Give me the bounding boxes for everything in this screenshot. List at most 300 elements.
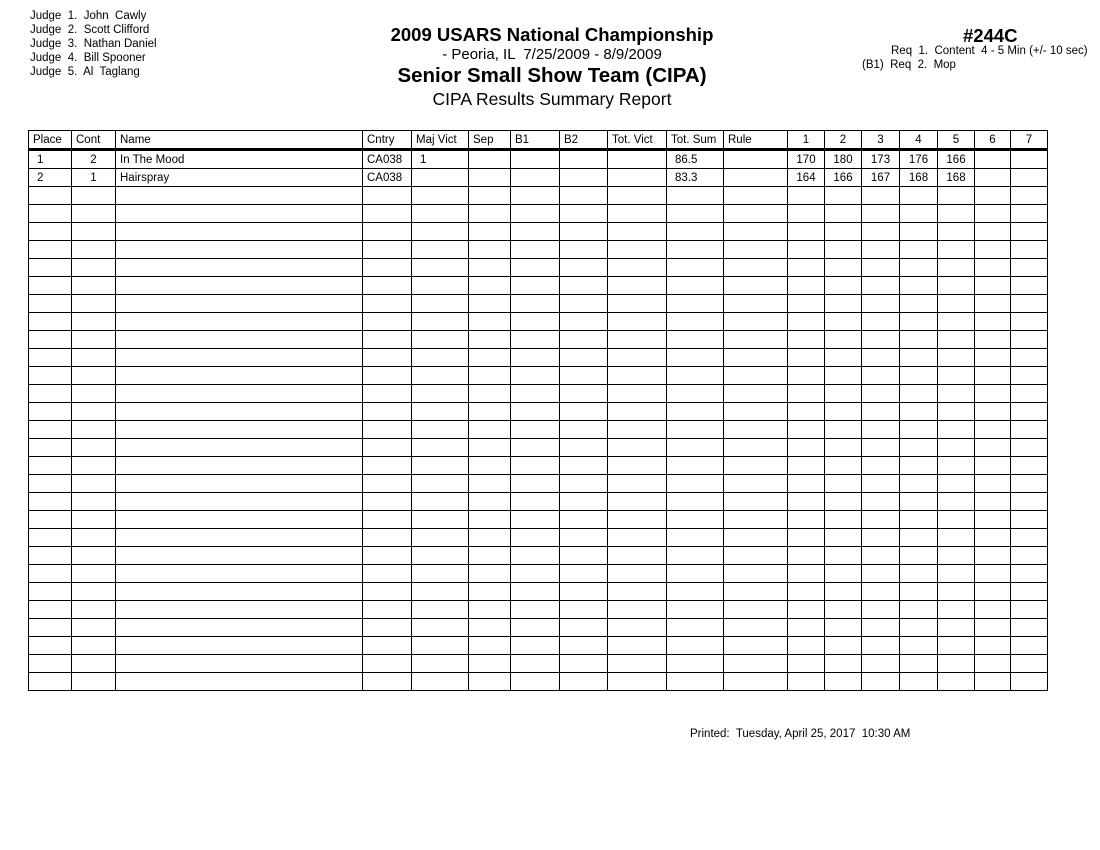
empty-cell [900, 367, 938, 385]
empty-cell [72, 529, 116, 547]
requirements [862, 44, 1088, 72]
empty-cell [862, 529, 900, 547]
empty-cell [363, 277, 412, 295]
table-row-empty [29, 439, 1048, 457]
empty-cell [825, 277, 862, 295]
empty-cell [116, 457, 363, 475]
empty-cell [1011, 205, 1048, 223]
empty-cell [1011, 277, 1048, 295]
cell-maj-vict: 1 [412, 150, 469, 169]
empty-cell [825, 259, 862, 277]
empty-cell [29, 349, 72, 367]
empty-cell [412, 439, 469, 457]
empty-cell [825, 565, 862, 583]
empty-cell [724, 241, 788, 259]
col-judge-1: 1 [788, 131, 825, 150]
empty-cell [900, 655, 938, 673]
empty-cell [1011, 511, 1048, 529]
cell-sep [469, 169, 511, 187]
empty-cell [363, 637, 412, 655]
empty-cell [900, 331, 938, 349]
empty-cell [938, 241, 975, 259]
empty-cell [788, 385, 825, 403]
empty-cell [900, 223, 938, 241]
empty-cell [1011, 331, 1048, 349]
empty-cell [825, 637, 862, 655]
empty-cell [116, 241, 363, 259]
empty-cell [72, 349, 116, 367]
col-judge-5: 5 [938, 131, 975, 150]
requirement-1: Req 1. Content 4 - 5 Min (+/- 10 sec) [891, 45, 1088, 57]
empty-cell [29, 619, 72, 637]
empty-cell [667, 511, 724, 529]
empty-cell [560, 367, 608, 385]
empty-cell [724, 439, 788, 457]
empty-cell [975, 529, 1011, 547]
empty-cell [724, 583, 788, 601]
empty-cell [608, 313, 667, 331]
empty-cell [560, 475, 608, 493]
empty-cell [560, 313, 608, 331]
empty-cell [862, 601, 900, 619]
empty-cell [29, 223, 72, 241]
empty-cell [724, 601, 788, 619]
empty-cell [608, 421, 667, 439]
empty-cell [667, 493, 724, 511]
empty-cell [116, 583, 363, 601]
empty-cell [608, 223, 667, 241]
table-row-empty [29, 673, 1048, 691]
empty-cell [116, 619, 363, 637]
empty-cell [608, 457, 667, 475]
empty-cell [511, 493, 560, 511]
empty-cell [469, 583, 511, 601]
cell-place: 1 [29, 150, 72, 169]
empty-cell [29, 421, 72, 439]
empty-cell [469, 673, 511, 691]
cell-judge-4: 176 [900, 150, 938, 169]
empty-cell [116, 529, 363, 547]
empty-cell [1011, 367, 1048, 385]
empty-cell [116, 367, 363, 385]
empty-cell [469, 277, 511, 295]
table-row-empty [29, 475, 1048, 493]
cell-judge-7 [1011, 150, 1048, 169]
empty-cell [72, 403, 116, 421]
empty-cell [412, 547, 469, 565]
empty-cell [116, 601, 363, 619]
empty-cell [900, 601, 938, 619]
empty-cell [560, 655, 608, 673]
empty-cell [825, 403, 862, 421]
empty-cell [1011, 493, 1048, 511]
empty-cell [608, 493, 667, 511]
report-title: CIPA Results Summary Report [432, 89, 672, 109]
empty-cell [825, 313, 862, 331]
empty-cell [412, 511, 469, 529]
empty-cell [412, 241, 469, 259]
empty-cell [469, 259, 511, 277]
empty-cell [116, 313, 363, 331]
empty-cell [511, 565, 560, 583]
empty-cell [469, 421, 511, 439]
col-name: Name [116, 131, 363, 150]
empty-cell [900, 475, 938, 493]
empty-cell [560, 601, 608, 619]
empty-cell [560, 349, 608, 367]
empty-cell [1011, 619, 1048, 637]
empty-cell [825, 241, 862, 259]
empty-cell [788, 583, 825, 601]
empty-cell [825, 223, 862, 241]
empty-cell [412, 259, 469, 277]
empty-cell [469, 205, 511, 223]
table-row-empty [29, 367, 1048, 385]
empty-cell [938, 403, 975, 421]
empty-cell [560, 385, 608, 403]
empty-cell [72, 259, 116, 277]
empty-cell [1011, 673, 1048, 691]
empty-cell [667, 295, 724, 313]
empty-cell [363, 529, 412, 547]
empty-cell [1011, 583, 1048, 601]
empty-cell [29, 313, 72, 331]
empty-cell [412, 313, 469, 331]
empty-cell [825, 673, 862, 691]
cell-tot-vict [608, 169, 667, 187]
empty-cell [667, 601, 724, 619]
empty-cell [788, 205, 825, 223]
empty-cell [116, 223, 363, 241]
empty-cell [469, 331, 511, 349]
empty-cell [608, 475, 667, 493]
empty-cell [975, 439, 1011, 457]
empty-cell [900, 511, 938, 529]
empty-cell [412, 565, 469, 583]
empty-cell [412, 673, 469, 691]
empty-cell [825, 511, 862, 529]
cell-judge-6 [975, 150, 1011, 169]
empty-cell [825, 187, 862, 205]
table-row-empty [29, 547, 1048, 565]
empty-cell [900, 313, 938, 331]
cell-judge-5: 166 [938, 150, 975, 169]
empty-cell [608, 277, 667, 295]
empty-cell [412, 529, 469, 547]
empty-cell [511, 205, 560, 223]
empty-cell [511, 241, 560, 259]
table-row-empty [29, 187, 1048, 205]
empty-cell [363, 583, 412, 601]
empty-cell [469, 565, 511, 583]
empty-cell [975, 637, 1011, 655]
empty-cell [72, 205, 116, 223]
empty-cell [116, 673, 363, 691]
empty-cell [412, 601, 469, 619]
results-table [28, 130, 1048, 691]
empty-cell [938, 349, 975, 367]
empty-cell [724, 205, 788, 223]
empty-cell [72, 457, 116, 475]
empty-cell [667, 529, 724, 547]
empty-cell [788, 295, 825, 313]
cell-judge-6 [975, 169, 1011, 187]
empty-cell [412, 403, 469, 421]
empty-cell [72, 295, 116, 313]
empty-cell [724, 349, 788, 367]
empty-cell [900, 457, 938, 475]
empty-cell [412, 187, 469, 205]
empty-cell [511, 655, 560, 673]
cell-judge-5: 168 [938, 169, 975, 187]
event-code: #244C [963, 25, 1018, 46]
empty-cell [1011, 421, 1048, 439]
table-row-empty [29, 295, 1048, 313]
empty-cell [862, 547, 900, 565]
empty-cell [1011, 655, 1048, 673]
empty-cell [975, 403, 1011, 421]
empty-cell [116, 295, 363, 313]
empty-cell [72, 601, 116, 619]
empty-cell [72, 223, 116, 241]
empty-cell [363, 493, 412, 511]
col-place: Place [29, 131, 72, 150]
empty-cell [1011, 259, 1048, 277]
empty-cell [788, 673, 825, 691]
empty-cell [900, 493, 938, 511]
empty-cell [724, 421, 788, 439]
empty-cell [788, 349, 825, 367]
empty-cell [469, 295, 511, 313]
cell-tot-vict [608, 150, 667, 169]
empty-cell [363, 421, 412, 439]
empty-cell [788, 637, 825, 655]
empty-cell [29, 457, 72, 475]
empty-cell [412, 295, 469, 313]
empty-cell [938, 655, 975, 673]
empty-cell [788, 421, 825, 439]
empty-cell [469, 475, 511, 493]
empty-cell [412, 277, 469, 295]
empty-cell [724, 673, 788, 691]
empty-cell [116, 403, 363, 421]
empty-cell [788, 619, 825, 637]
table-row-empty [29, 313, 1048, 331]
cell-judge-2: 180 [825, 150, 862, 169]
empty-cell [469, 349, 511, 367]
empty-cell [862, 223, 900, 241]
table-row-empty [29, 619, 1048, 637]
empty-cell [469, 385, 511, 403]
empty-cell [938, 439, 975, 457]
empty-cell [900, 403, 938, 421]
cell-place: 2 [29, 169, 72, 187]
empty-cell [560, 547, 608, 565]
empty-cell [975, 295, 1011, 313]
empty-cell [608, 601, 667, 619]
empty-cell [667, 619, 724, 637]
table-row-empty [29, 457, 1048, 475]
empty-cell [975, 583, 1011, 601]
judges-list [30, 9, 157, 79]
empty-cell [363, 511, 412, 529]
empty-cell [667, 241, 724, 259]
empty-cell [975, 601, 1011, 619]
empty-cell [724, 277, 788, 295]
empty-cell [788, 331, 825, 349]
empty-cell [667, 205, 724, 223]
cell-maj-vict [412, 169, 469, 187]
empty-cell [29, 493, 72, 511]
empty-cell [560, 529, 608, 547]
empty-cell [608, 439, 667, 457]
cell-judge-2: 166 [825, 169, 862, 187]
empty-cell [469, 529, 511, 547]
empty-cell [724, 223, 788, 241]
empty-cell [560, 223, 608, 241]
empty-cell [1011, 457, 1048, 475]
empty-cell [608, 637, 667, 655]
col-cntry: Cntry [363, 131, 412, 150]
empty-cell [862, 241, 900, 259]
empty-cell [1011, 223, 1048, 241]
empty-cell [608, 385, 667, 403]
col-judge-6: 6 [975, 131, 1011, 150]
empty-cell [975, 565, 1011, 583]
empty-cell [788, 187, 825, 205]
printed-timestamp: Printed: Tuesday, April 25, 2017 10:30 AM [690, 728, 911, 740]
empty-cell [412, 385, 469, 403]
empty-cell [788, 439, 825, 457]
empty-cell [938, 259, 975, 277]
empty-cell [29, 277, 72, 295]
empty-cell [862, 673, 900, 691]
empty-cell [363, 313, 412, 331]
empty-cell [1011, 529, 1048, 547]
table-row-empty [29, 259, 1048, 277]
empty-cell [363, 385, 412, 403]
empty-cell [469, 601, 511, 619]
cell-rule [724, 150, 788, 169]
empty-cell [511, 331, 560, 349]
empty-cell [560, 205, 608, 223]
empty-cell [29, 331, 72, 349]
empty-cell [72, 637, 116, 655]
empty-cell [1011, 241, 1048, 259]
empty-cell [900, 619, 938, 637]
empty-cell [862, 565, 900, 583]
table-row-empty [29, 655, 1048, 673]
judge-5: Judge 5. Al Taglang [30, 66, 140, 78]
empty-cell [938, 601, 975, 619]
empty-cell [116, 205, 363, 223]
empty-cell [412, 637, 469, 655]
cell-judge-3: 173 [862, 150, 900, 169]
empty-cell [511, 673, 560, 691]
empty-cell [469, 619, 511, 637]
empty-cell [560, 439, 608, 457]
empty-cell [1011, 187, 1048, 205]
requirement-2: (B1) Req 2. Mop [862, 59, 956, 71]
empty-cell [469, 403, 511, 421]
empty-cell [72, 367, 116, 385]
empty-cell [667, 313, 724, 331]
empty-cell [862, 313, 900, 331]
empty-cell [560, 277, 608, 295]
empty-cell [667, 421, 724, 439]
empty-cell [724, 295, 788, 313]
empty-cell [667, 187, 724, 205]
empty-cell [788, 493, 825, 511]
empty-cell [560, 619, 608, 637]
empty-cell [900, 187, 938, 205]
empty-cell [862, 583, 900, 601]
cell-b2 [560, 169, 608, 187]
empty-cell [938, 511, 975, 529]
empty-cell [363, 259, 412, 277]
empty-cell [511, 313, 560, 331]
empty-cell [938, 529, 975, 547]
empty-cell [825, 349, 862, 367]
empty-cell [724, 259, 788, 277]
empty-cell [29, 205, 72, 223]
cell-cntry: CA038 [363, 169, 412, 187]
empty-cell [469, 511, 511, 529]
empty-cell [560, 187, 608, 205]
empty-cell [724, 457, 788, 475]
empty-cell [667, 637, 724, 655]
empty-cell [72, 655, 116, 673]
table-row-empty [29, 241, 1048, 259]
empty-cell [72, 439, 116, 457]
empty-cell [511, 367, 560, 385]
col-b2: B2 [560, 131, 608, 150]
empty-cell [72, 277, 116, 295]
empty-cell [975, 241, 1011, 259]
empty-cell [938, 475, 975, 493]
table-row-empty [29, 565, 1048, 583]
empty-cell [724, 493, 788, 511]
judge-4: Judge 4. Bill Spooner [30, 52, 146, 64]
empty-cell [116, 187, 363, 205]
empty-cell [511, 223, 560, 241]
empty-cell [1011, 439, 1048, 457]
empty-cell [560, 421, 608, 439]
empty-cell [412, 223, 469, 241]
empty-cell [29, 367, 72, 385]
col-b1: B1 [511, 131, 560, 150]
empty-cell [788, 223, 825, 241]
empty-cell [788, 313, 825, 331]
empty-cell [667, 565, 724, 583]
empty-cell [511, 637, 560, 655]
table-row-empty [29, 637, 1048, 655]
cell-b2 [560, 150, 608, 169]
empty-cell [825, 655, 862, 673]
empty-cell [608, 241, 667, 259]
empty-cell [116, 331, 363, 349]
empty-cell [363, 295, 412, 313]
empty-cell [724, 385, 788, 403]
empty-cell [1011, 475, 1048, 493]
empty-cell [975, 421, 1011, 439]
empty-cell [975, 259, 1011, 277]
empty-cell [938, 187, 975, 205]
empty-cell [862, 439, 900, 457]
empty-cell [975, 673, 1011, 691]
empty-cell [412, 619, 469, 637]
judge-2: Judge 2. Scott Clifford [30, 24, 150, 36]
